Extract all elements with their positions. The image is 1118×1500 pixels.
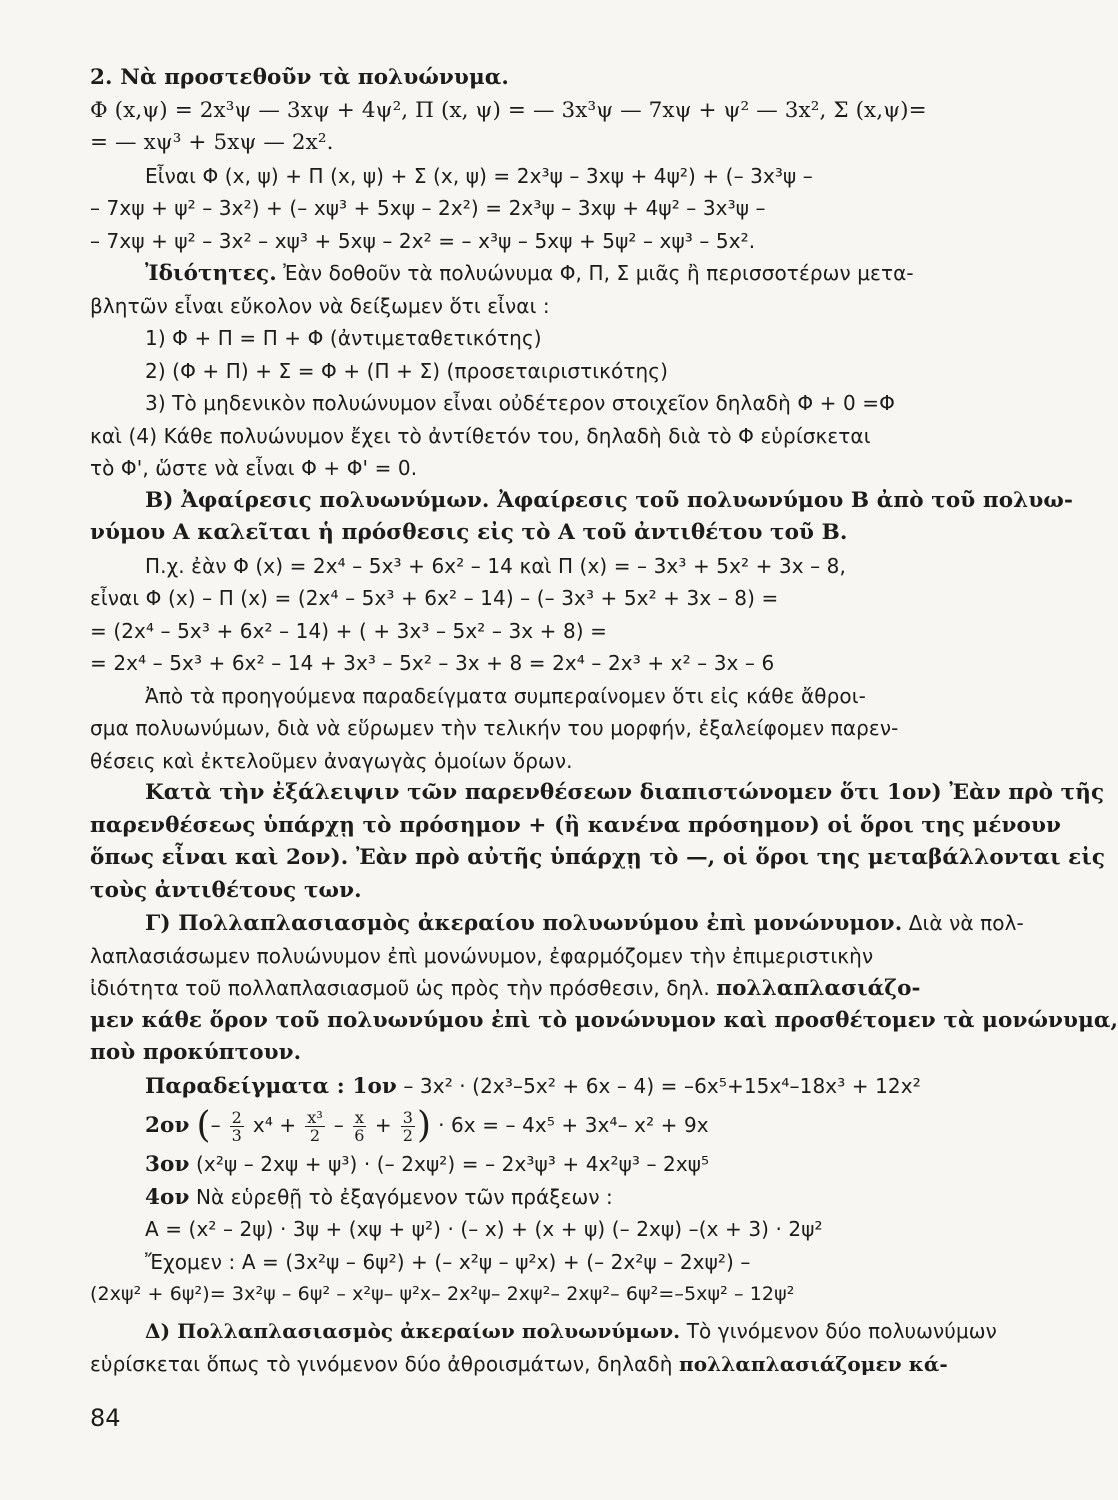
- text-line: καὶ (4) Κάθε πολυώνυμον ἔχει τὸ ἀντίθετόν του, δηλαδὴ διὰ τὸ Φ εὑρίσκεται: [90, 423, 871, 448]
- examples-heading: Παραδείγματα : 1ον: [145, 1073, 397, 1099]
- text-line: Π.χ. ἐὰν Φ (x) = 2x⁴ – 5x³ + 6x² – 14 καὶ Π (x) = – 3x³ + 5x² + 3x – 8,: [145, 553, 846, 578]
- open-paren: (: [196, 1105, 211, 1146]
- numerator: 2: [231, 1107, 242, 1127]
- text-span: – 3x² · (2x³–5x² + 6x – 4) = –6x⁵+15x⁴–18x³ + 12x²: [396, 1073, 921, 1098]
- text-span: · 6x = – 4x⁵ + 3x⁴– x² + 9x: [438, 1113, 709, 1137]
- text-line: = (2x⁴ – 5x³ + 6x² – 14) + ( + 3x³ – 5x² – 3x + 8) =: [90, 618, 608, 643]
- property-item: 1) Φ + Π = Π + Φ (ἀντιμεταθετικότης): [145, 326, 542, 350]
- text-line: – 7xψ + ψ² – 3x²) + (– xψ³ + 5xψ – 2x²) = 2x³ψ – 3xψ + 4ψ² – 3x³ψ –: [90, 196, 766, 220]
- denominator: 6: [354, 1125, 365, 1145]
- text-line: [90, 970, 965, 1006]
- text-line: ὅπως εἶναι καὶ 2ον). Ἐὰν πρὸ αὐτῆς ὑπάρχῃ τὸ —, οἱ ὅροι της μεταβάλλονται εἰς: [90, 845, 1106, 870]
- text-line: = 2x⁴ – 5x³ + 6x² – 14 + 3x³ – 5x² – 3x + 8 = 2x⁴ – 2x³ + x² – 3x – 6: [90, 651, 775, 675]
- text-span: –: [210, 1113, 221, 1137]
- text-span: Διὰ νὰ πολ-: [902, 911, 1024, 935]
- properties-heading: Ἰδιότητες.: [145, 261, 277, 286]
- text-line: θέσεις καὶ ἐκτελοῦμεν ἀναγωγὰς ὁμοίων ὅρων.: [90, 748, 573, 773]
- denominator: 3: [231, 1125, 242, 1145]
- section-d-heading: Δ) Πολλαπλασιασμὸς ἀκεραίων πολυωνύμων.: [145, 1318, 681, 1343]
- text-span: –: [333, 1113, 344, 1137]
- section-c-paragraph: [145, 905, 1024, 941]
- text-span: Νὰ εὑρεθῇ τὸ ἐξαγόμενον τῶν πράξεων :: [189, 1184, 613, 1209]
- rule-paragraph: Κατὰ τὴν ἐξάλειψιν τῶν παρενθέσεων διαπιστώνομεν ὅτι 1ον) Ἐὰν πρὸ τῆς: [145, 780, 1105, 805]
- properties-paragraph: [145, 255, 965, 291]
- page-number: 84: [90, 1403, 121, 1432]
- text-line: = — xψ³ + 5xψ — 2x².: [90, 130, 334, 155]
- book-page: [90, 60, 1118, 1500]
- text-line: Α = (x² – 2ψ) · 3ψ + (xψ + ψ²) · (– x) + (x + ψ) (– 2xψ) –(x + 3) · 2ψ²: [145, 1217, 823, 1241]
- section-d-paragraph: [145, 1313, 997, 1349]
- text-line: βλητῶν εἶναι εὔκολον νὰ δείξωμεν ὅτι εἶναι :: [90, 293, 550, 318]
- denominator: 2: [402, 1125, 413, 1145]
- text-span: (x²ψ – 2xψ + ψ³) · (– 2xψ²) = – 2x³ψ³ + 4x²ψ³ – 2xψ⁵: [189, 1152, 710, 1176]
- bold-span: πολλαπλασιάζομεν κά-: [679, 1351, 948, 1376]
- close-paren: ): [416, 1105, 432, 1146]
- bold-span: πολλαπλασιάζο-: [716, 976, 921, 1001]
- example-3: [145, 1146, 965, 1182]
- text-span: +: [374, 1113, 392, 1137]
- text-line: Φ (x,ψ) = 2x³ψ — 3xψ + 4ψ², Π (x, ψ) = — 3x³ψ — 7xψ + ψ² — 3x², Σ (x,ψ)=: [90, 97, 927, 123]
- text-span: Τὸ γινόμενον δύο πολυωνύμων: [680, 1318, 997, 1343]
- exercise-heading: 2. Νὰ προστεθοῦν τὰ πολυώνυμα.: [90, 65, 510, 90]
- denominator: 2: [309, 1125, 321, 1145]
- numerator: 3: [402, 1107, 413, 1127]
- section-c-heading: Γ) Πολλαπλασιασμὸς ἀκεραίου πολυωνύμου ἐπὶ μονώνυμον.: [145, 911, 903, 936]
- text-line: τὸ Φ', ὥστε νὰ εἶναι Φ + Φ' = 0.: [90, 456, 418, 480]
- numerator: x³: [307, 1107, 323, 1127]
- fraction: [230, 1109, 244, 1144]
- fraction: [353, 1109, 366, 1144]
- text-span: ἰδιότητα τοῦ πολλαπλασιασμοῦ ὡς πρὸς τὴν πρόσθεσιν, δηλ.: [90, 976, 717, 1000]
- fraction: [401, 1109, 415, 1144]
- fraction: [305, 1109, 325, 1144]
- property-item: 2) (Φ + Π) + Σ = Φ + (Π + Σ) (προσεταιριστικότης): [145, 358, 669, 383]
- property-item: 3) Τὸ μηδενικὸν πολυώνυμον εἶναι οὐδέτερον στοιχεῖον δηλαδὴ Φ + 0 =Φ: [145, 391, 895, 415]
- text-line: σμα πολυωνύμων, διὰ νὰ εὕρωμεν τὴν τελικήν του μορφήν, ἐξαλείφομεν παρεν-: [90, 716, 899, 740]
- text-line: τοὺς ἀντιθέτους των.: [90, 877, 362, 903]
- example-label: 4ον: [145, 1184, 190, 1210]
- text-line: λαπλασιάσωμεν πολυώνυμον ἐπὶ μονώνυμον, ἐφαρμόζομεν τὴν ἐπιμεριστικὴν: [90, 943, 874, 968]
- example-label: 2ον: [145, 1113, 190, 1138]
- text-line: [90, 1346, 965, 1382]
- example-4: [145, 1179, 965, 1215]
- text-line: εἶναι Φ (x) – Π (x) = (2x⁴ – 5x³ + 6x² – 14) – (– 3x³ + 5x² + 3x – 8) =: [90, 586, 779, 610]
- text-line: (2xψ² + 6ψ²)= 3x²ψ – 6ψ² – x²ψ– ψ²x– 2x²ψ– 2xψ²– 2xψ²– 6ψ²=–5xψ² – 12ψ²: [90, 1283, 795, 1305]
- text-line: παρενθέσεως ὑπάρχῃ τὸ πρόσημον + (ἢ κανένα πρόσημον) οἱ ὅροι της μένουν: [90, 812, 1061, 838]
- example-1: [145, 1068, 965, 1104]
- example-label: 3ον: [145, 1152, 190, 1177]
- text-line: Ἔχομεν : Α = (3x²ψ – 6ψ²) + (– x²ψ – ψ²x) + (– 2x²ψ – 2xψ²) –: [145, 1249, 751, 1274]
- text-line: Ἀπὸ τὰ προηγούμενα παραδείγματα συμπεραίνομεν ὅτι εἰς κάθε ἄθροι-: [145, 683, 866, 708]
- example-2: [145, 1100, 965, 1150]
- section-b-heading: Β) Ἀφαίρεσις πολυωνύμων. Ἀφαίρεσις τοῦ πολυωνύμου Β ἀπὸ τοῦ πολυω-: [145, 487, 1073, 513]
- text-line: νύμου Α καλεῖται ἡ πρόσθεσις εἰς τὸ Α τοῦ ἀντιθέτου τοῦ Β.: [90, 520, 848, 545]
- text-line: Εἶναι Φ (x, ψ) + Π (x, ψ) + Σ (x, ψ) = 2x³ψ – 3xψ + 4ψ²) + (– 3x³ψ –: [145, 163, 813, 188]
- numerator: x: [354, 1107, 364, 1127]
- text-span: x⁴ +: [252, 1113, 297, 1137]
- text-line: ποὺ προκύπτουν.: [90, 1040, 302, 1065]
- text-span: Ἐὰν δοθοῦν τὰ πολυώνυμα Φ, Π, Σ μιᾶς ἢ περισσοτέρων μετα-: [276, 261, 914, 285]
- text-line: – 7xψ + ψ² – 3x² – xψ³ + 5xψ – 2x² = – x³ψ – 5xψ + 5ψ² – xψ³ – 5x².: [90, 228, 756, 253]
- text-line: μεν κάθε ὅρον τοῦ πολυωνύμου ἐπὶ τὸ μονώνυμον καὶ προσθέτομεν τὰ μονώνυμα,: [90, 1007, 1118, 1033]
- text-span: εὑρίσκεται ὅπως τὸ γινόμενον δύο ἀθροισμάτων, δηλαδὴ: [90, 1351, 679, 1376]
